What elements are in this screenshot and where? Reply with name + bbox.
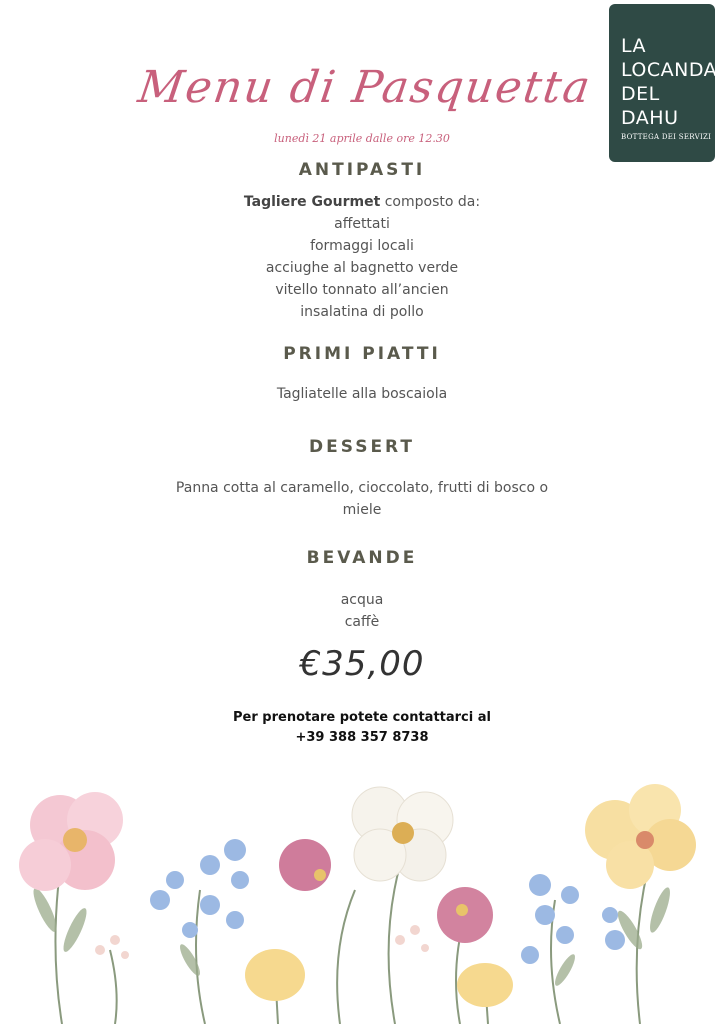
- list-item: acqua: [340, 592, 384, 608]
- logo-line: DEL: [621, 83, 660, 105]
- event-date: lunedì 21 aprile dalle ore 12.30: [274, 132, 450, 145]
- contact-info: [0, 708, 724, 748]
- logo-subtitle: BOTTEGA DEI SERVIZI: [621, 133, 712, 141]
- logo-line: LOCANDA: [621, 59, 718, 81]
- contact-text: Per prenotare potete contattarci al: [233, 710, 491, 725]
- list-item: Panna cotta al caramello, cioccolato, frutti di bosco o: [175, 480, 549, 496]
- list-item: affettati: [334, 216, 390, 232]
- primi-list: [0, 383, 724, 405]
- menu-price: €35,00: [299, 644, 425, 684]
- list-item: formaggi locali: [310, 238, 414, 254]
- list-item: Tagliatelle alla boscaiola: [276, 386, 448, 402]
- logo: [609, 4, 718, 162]
- contact-phone: +39 388 357 8738: [295, 730, 429, 745]
- yellow-flower: [585, 784, 696, 889]
- dessert-list: [0, 477, 724, 521]
- pink-cosmos-flower: [19, 792, 123, 891]
- list-item: miele: [342, 502, 382, 518]
- yellow-tulips: [245, 949, 513, 1007]
- menu-title: Menu di Pasquetta: [135, 62, 595, 113]
- watercolor-flowers-illustration: [0, 770, 724, 1024]
- logo-line: DAHU: [621, 107, 679, 129]
- list-item: vitello tonnato all’ancien: [275, 282, 449, 298]
- tagliere-gourmet: Tagliere Gourmet: [243, 194, 381, 210]
- antipasti-list: [0, 191, 724, 323]
- intro-rest: composto da:: [380, 194, 481, 210]
- bevande-list: [0, 589, 724, 633]
- antipasti-intro: [0, 191, 724, 213]
- white-flower: [352, 787, 453, 881]
- section-heading-dessert: DESSERT: [309, 437, 415, 457]
- list-item: insalatina di pollo: [300, 304, 424, 320]
- section-heading-antipasti: ANTIPASTI: [298, 160, 426, 180]
- section-heading-bevande: BEVANDE: [306, 548, 418, 568]
- logo-line: LA: [621, 35, 647, 57]
- list-item: caffè: [344, 614, 380, 630]
- list-item: acciughe al bagnetto verde: [265, 260, 459, 276]
- section-heading-primi: PRIMI PIATTI: [283, 344, 441, 364]
